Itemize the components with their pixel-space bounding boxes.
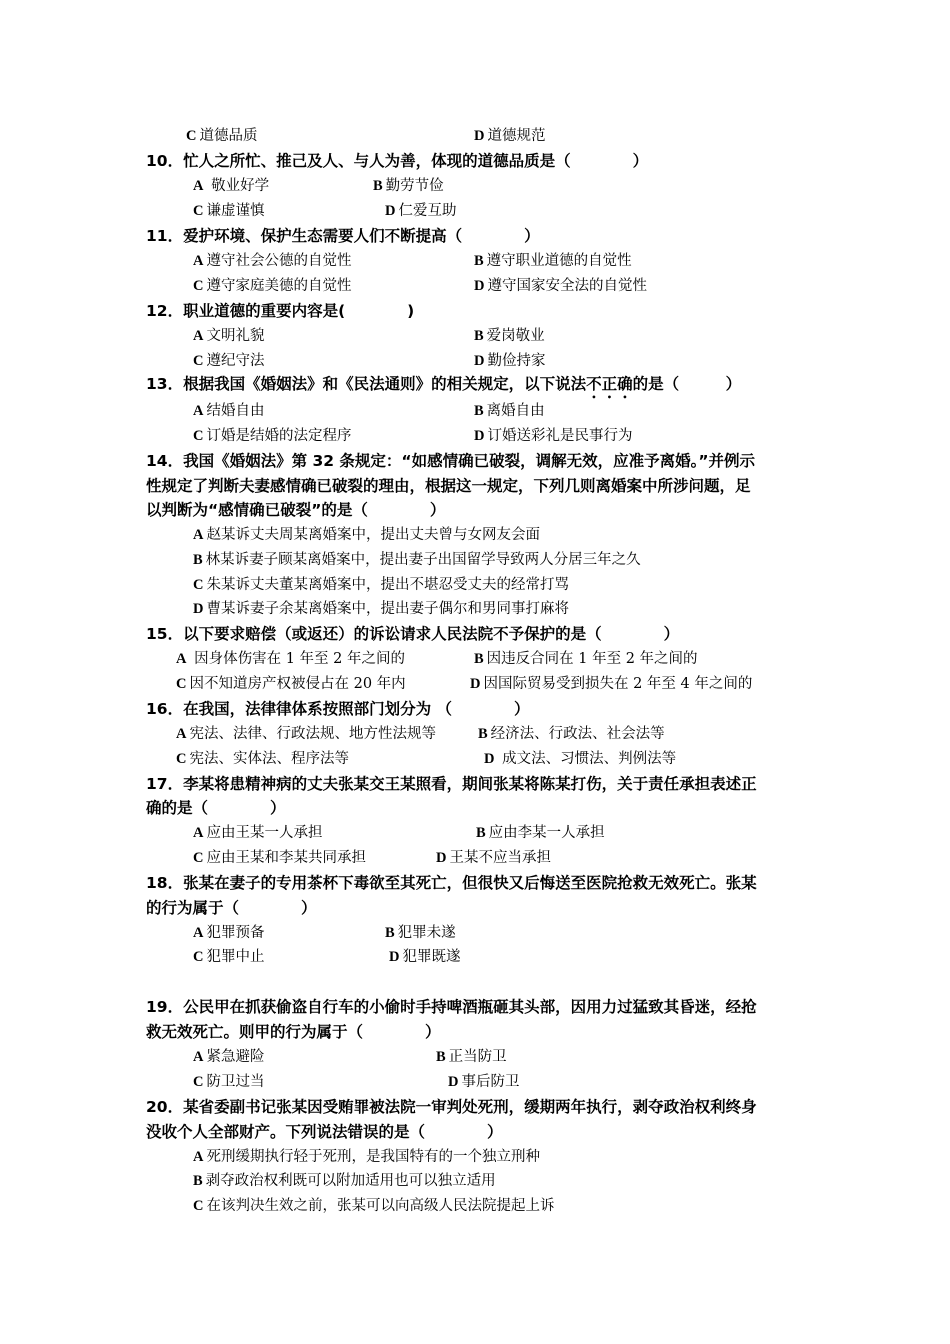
- q12-option-b: B 爱岗敬业: [474, 328, 545, 344]
- q20-option-a: A 死刑缓期执行轻于死刑，是我国特有的一个独立刑种: [193, 1149, 540, 1165]
- question-16: 16．在我国，法律律体系按照部门划分为 （ ）: [146, 700, 530, 718]
- q20-option-b: B 剥夺政治权利既可以附加适用也可以独立适用: [193, 1173, 496, 1189]
- q9-option-d: D 道德规范: [474, 128, 546, 144]
- q13-option-a: A 结婚自由: [193, 403, 265, 419]
- q16-option-b: B 经济法、行政法、社会法等: [478, 726, 665, 742]
- q13-option-c: C 订婚是结婚的法定程序: [193, 428, 352, 444]
- q18-option-b: B 犯罪未遂: [385, 925, 456, 941]
- q17-option-c: C 应由王某和李某共同承担: [193, 850, 366, 866]
- question-18-line-1: 18．张某在妻子的专用茶杯下毒欲至其死亡，但很快又后悔送至医院抢救无效死亡。张某: [146, 874, 757, 892]
- question-14-line-3: 以判断为“感情确已破裂”的是（ ）: [146, 501, 446, 519]
- question-18-line-2: 的行为属于（ ）: [146, 899, 317, 917]
- question-14-line-1: 14．我国《婚姻法》第 32 条规定：“如感情确已破裂，调解无效，应准予离婚。”并例示: [146, 452, 756, 470]
- q17-option-d: D 王某不应当承担: [436, 850, 551, 866]
- q14-option-d: D 曹某诉妻子余某离婚案中，提出妻子偶尔和男同事打麻将: [193, 601, 569, 617]
- question-12: 12．职业道德的重要内容是( ): [146, 302, 415, 320]
- q11-option-c: C 遵守家庭美德的自觉性: [193, 278, 352, 294]
- q14-option-a: A 赵某诉丈夫周某离婚案中，提出丈夫曾与女网友会面: [193, 527, 540, 543]
- q16-option-d: D 成文法、习惯法、判例法等: [484, 751, 677, 767]
- q19-option-d: D 事后防卫: [448, 1074, 520, 1090]
- question-17-line-1: 17．李某将患精神病的丈夫张某交王某照看，期间张某将陈某打伤，关于责任承担表述正: [146, 775, 757, 793]
- q16-option-c: C 宪法、实体法、程序法等: [176, 751, 349, 767]
- q17-option-a: A 应由王某一人承担: [193, 825, 323, 841]
- question-17-line-2: 确的是（ ）: [146, 799, 286, 817]
- question-15: 15．以下要求赔偿（或返还）的诉讼请求人民法院不予保护的是（ ）: [146, 625, 680, 643]
- q19-option-c: C 防卫过当: [193, 1074, 265, 1090]
- q19-option-b: B 正当防卫: [436, 1049, 507, 1065]
- q11-option-a: A 遵守社会公德的自觉性: [193, 253, 352, 269]
- question-20-line-2: 没收个人全部财产。下列说法错误的是（ ）: [146, 1123, 503, 1141]
- q14-option-c: C 朱某诉丈夫董某离婚案中，提出不堪忍受丈夫的经常打骂: [193, 577, 569, 593]
- q10-option-b: B 勤劳节俭: [373, 178, 444, 194]
- q11-option-d: D 遵守国家安全法的自觉性: [474, 278, 647, 294]
- q15-option-a: A 因身体伤害在 1 年至 2 年之间的: [176, 651, 405, 667]
- q13-option-b: B 离婚自由: [474, 403, 545, 419]
- q12-option-d: D 勤俭持家: [474, 353, 546, 369]
- q17-option-b: B 应由李某一人承担: [476, 825, 605, 841]
- q18-option-a: A 犯罪预备: [193, 925, 265, 941]
- question-19-line-2: 救无效死亡。则甲的行为属于（ ）: [146, 1023, 441, 1041]
- q18-option-c: C 犯罪中止: [193, 949, 265, 965]
- q15-option-b: B 因违反合同在 1 年至 2 年之间的: [474, 651, 698, 667]
- q15-option-c: C 因不知道房产权被侵占在 20 年内: [176, 676, 406, 692]
- question-10: 10．忙人之所忙、推己及人、与人为善，体现的道德品质是（ ）: [146, 152, 649, 170]
- question-13: 13．根据我国《婚姻法》和《民法通则》的相关规定，以下说法不正确的是（ ）: [146, 375, 742, 393]
- q18-option-d: D 犯罪既遂: [389, 949, 461, 965]
- q9-option-c: C 道德品质: [186, 128, 258, 144]
- q20-option-c: C 在该判决生效之前，张某可以向高级人民法院提起上诉: [193, 1198, 555, 1214]
- q13-option-d: D 订婚送彩礼是民事行为: [474, 428, 633, 444]
- question-11: 11．爱护环境、保护生态需要人们不断提高（ ）: [146, 227, 540, 245]
- q15-option-d: D 因国际贸易受到损失在 2 年至 4 年之间的: [470, 676, 753, 692]
- q10-option-d: D 仁爱互助: [385, 203, 457, 219]
- q12-option-a: A 文明礼貌: [193, 328, 265, 344]
- question-20-line-1: 20．某省委副书记张某因受贿罪被法院一审判处死刑，缓期两年执行，剥夺政治权利终身: [146, 1098, 757, 1116]
- q16-option-a: A 宪法、法律、行政法规、地方性法规等: [176, 726, 436, 742]
- q19-option-a: A 紧急避险: [193, 1049, 265, 1065]
- emphasis-not-correct: 不正确: [586, 375, 633, 393]
- q10-option-c: C 谦虚谨慎: [193, 203, 265, 219]
- question-14-line-2: 性规定了判断夫妻感情确已破裂的理由，根据这一规定，下列几则离婚案中所涉问题，足: [146, 477, 751, 495]
- q10-option-a: A 敬业好学: [193, 178, 270, 194]
- q11-option-b: B 遵守职业道德的自觉性: [474, 253, 632, 269]
- q14-option-b: B 林某诉妻子顾某离婚案中，提出妻子出国留学导致两人分居三年之久: [193, 552, 641, 568]
- q12-option-c: C 遵纪守法: [193, 353, 265, 369]
- question-19-line-1: 19．公民甲在抓获偷盗自行车的小偷时手持啤酒瓶砸其头部，因用力过猛致其昏迷，经抢: [146, 998, 757, 1016]
